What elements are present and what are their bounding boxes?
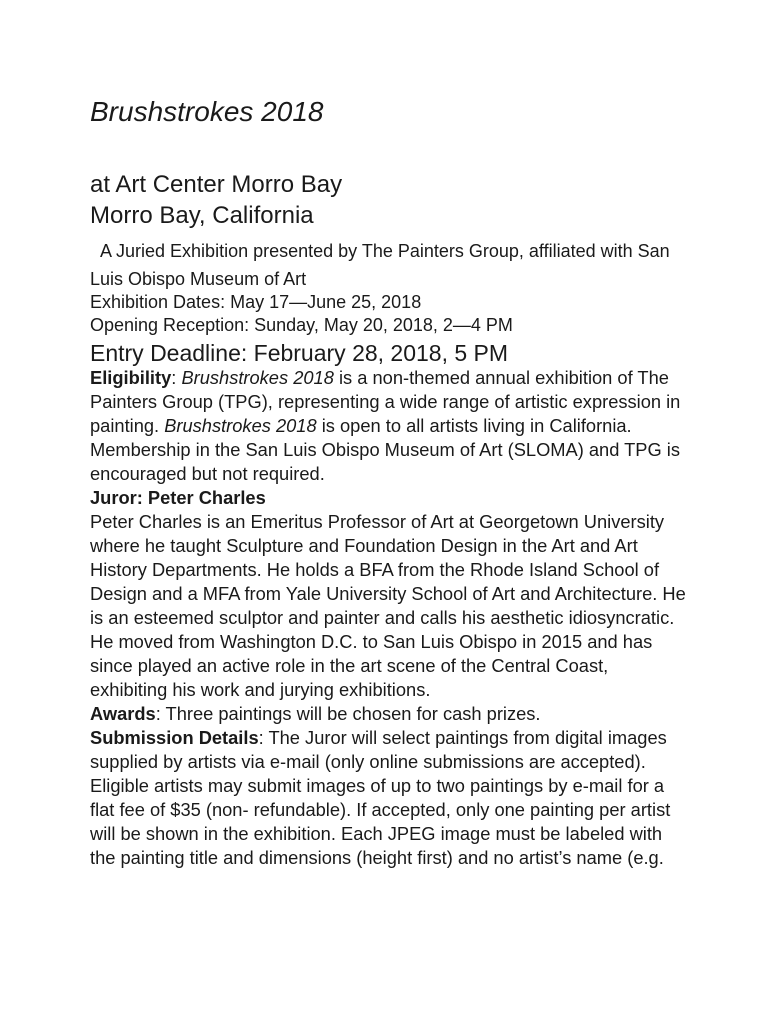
eligibility-colon: : <box>171 367 182 388</box>
intro-text: A Juried Exhibition presented by The Painters Group, affiliated with San Luis Obispo Museum of Art <box>90 241 670 289</box>
eligibility-text: is open to all artists living in California. Membership in the San Luis Obispo Museum of Art (SLOMA) and TPG is encouraged but not required. <box>90 415 680 484</box>
entry-deadline: Entry Deadline: February 28, 2018, 5 PM <box>90 340 509 366</box>
submission-label: Submission Details <box>90 727 259 748</box>
awards-paragraph <box>90 702 690 726</box>
venue-name: at Art Center Morro Bay <box>90 171 343 198</box>
awards-label: Awards <box>90 703 156 724</box>
submission-text: : The Juror will select paintings from digital images supplied by artists via e-mail (only online submissions are accepted). Eligible artists may submit images of up to two paintings by e-mail for a flat fee of $35 (non- refundable). If accepted, only one painting per artist will be shown in the exhibition. Each JPEG image must be labeled with the painting title and dimensions (height first) and no artist’s name (e.g. <box>90 727 671 868</box>
eligibility-label: Eligibility <box>90 367 172 388</box>
eligibility-paragraph <box>90 366 690 486</box>
document-title: Brushstrokes 2018 <box>90 96 324 127</box>
intro-block <box>90 237 680 293</box>
submission-paragraph <box>90 726 690 870</box>
juror-bio: Peter Charles is an Emeritus Professor of Art at Georgetown University where he taught Sculpture and Foundation Design in the Art and Art History Departments. He holds a BFA from the Rhode Island School of Design and a MFA from Yale University School of Art and Architecture. He is an esteemed sculptor and painter and calls his aesthetic idiosyncratic. He moved from Washington D.C. to San Luis Obispo in 2015 and has since played an active role in the art scene of the Central Coast, exhibiting his work and jurying exhibitions. <box>90 511 686 700</box>
body-text <box>90 366 690 870</box>
opening-reception: Opening Reception: Sunday, May 20, 2018, 2—4 PM <box>90 315 513 335</box>
venue-block <box>90 169 342 231</box>
exhibition-dates: Exhibition Dates: May 17—June 25, 2018 <box>90 292 422 312</box>
juror-heading-text: Juror: Peter Charles <box>90 487 266 508</box>
awards-text: : Three paintings will be chosen for cash prizes. <box>155 703 541 724</box>
eligibility-text: is a non-themed annual exhibition of The Painters Group (TPG), representing a wide range of artistic expression in painting. <box>90 367 681 436</box>
juror-heading <box>90 486 690 510</box>
eligibility-title-ref: Brushstrokes 2018 <box>181 367 334 388</box>
eligibility-title-ref: Brushstrokes 2018 <box>164 415 317 436</box>
dates-block <box>90 291 513 337</box>
venue-location: Morro Bay, California <box>90 202 314 229</box>
